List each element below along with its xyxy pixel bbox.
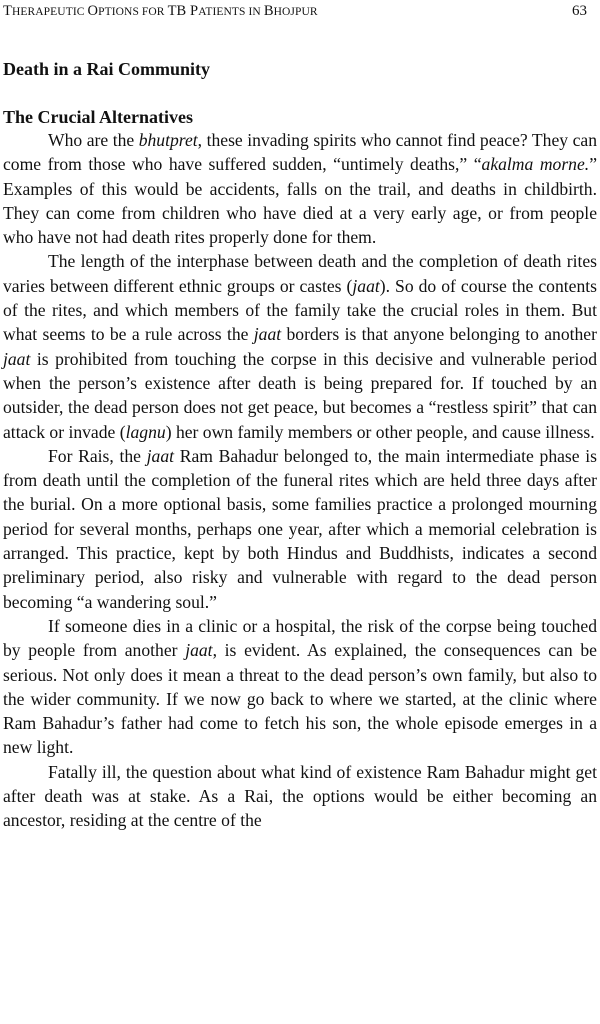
italic-term: jaat	[3, 348, 31, 369]
text-run: If someone dies in a clinic or a hospital, the risk of the corpse being touched by people from another	[3, 615, 597, 661]
text-run: Ram Bahadur belonged to, the main intermediate phase is from death until the completion of the funeral rites which are held three days after the burial. On a more optional basis, some families practice a prolonged mourning period for several months, perhaps one year, after which a memorial celebration is arranged. This practice, kept by both Hindus and Buddhists, indicates a second preliminary period, also risky and vulnerable with regard to the dead person becoming “a wandering soul.”	[3, 445, 597, 612]
text-run: Who are the	[48, 130, 139, 150]
paragraph	[3, 444, 597, 614]
paragraph	[3, 614, 597, 760]
text-run: Fatally ill, the question about what kind of existence Ram Bahadur might get after death was at stake. As a Rai, the options would be either becoming an ancestor, residing at the centre of the	[3, 761, 597, 831]
running-head-cap: O	[87, 3, 99, 19]
text-run: The length of the interphase between death and the completion of death rites varies between different ethnic groups or castes (	[3, 251, 597, 296]
running-head-small-caps: HOJPUR	[273, 6, 318, 18]
text-run: is prohibited from touching the corpse in this decisive and vulnerable period when the person’s existence after death is being prepared for. If touched by an outsider, the dead person does not get peace, but becomes a “restless spirit” that can attack or invade (	[3, 348, 597, 442]
paragraph	[3, 128, 597, 249]
running-head-cap: T	[3, 3, 12, 19]
italic-term: jaat	[352, 275, 380, 296]
italic-term: akalma morne.	[481, 154, 590, 175]
text-run: ” Examples of this would be accidents, falls on the trail, and deaths in childbirth. They can come from children who have died at a very early age, or from people who have not had death rites properly done for them.	[3, 154, 597, 248]
body-text	[3, 128, 597, 833]
italic-term: jaat	[253, 324, 282, 345]
running-head-small-caps: PTIONS FOR	[98, 6, 168, 18]
running-head	[3, 1, 587, 22]
italic-term: lagnu	[125, 421, 166, 442]
italic-term: jaat	[146, 445, 175, 466]
paragraph	[3, 760, 597, 833]
italic-term: jaat	[185, 640, 213, 661]
text-run: borders is that anyone belonging to another	[281, 324, 597, 345]
text-run: ) her own family members or other people, and cause illness.	[165, 421, 595, 442]
text-run: ). So do of course the contents of the rites, and which members of the family take the crucial roles in them. But what seems to be a rule across the	[3, 275, 597, 345]
page-number: 63	[572, 3, 587, 19]
running-head-small-caps: HERAPEUTIC	[11, 6, 88, 18]
section-title: Death in a Rai Community	[3, 59, 211, 79]
running-head-cap: B	[263, 3, 274, 19]
text-run: For Rais, the	[48, 445, 147, 466]
text-run: , is evident. As explained, the consequences can be serious. Not only does it mean a threat to the dead person’s own family, but also to the wider community. If we now go back to where we started, at the clinic where Ram Bahadur’s father had come to fetch his son, the whole episode emerges in a new light.	[3, 640, 597, 758]
running-head-small-caps: ATIENTS IN	[198, 6, 264, 18]
running-head-cap: TB P	[167, 3, 199, 19]
text-run: , these invading spirits who cannot find peace? They can come from those who have suffered sudden, “untimely deaths,” “	[3, 130, 597, 175]
paragraph	[3, 249, 597, 443]
italic-term: bhutpret	[138, 130, 198, 150]
subsection-title: The Crucial Alternatives	[3, 107, 193, 127]
